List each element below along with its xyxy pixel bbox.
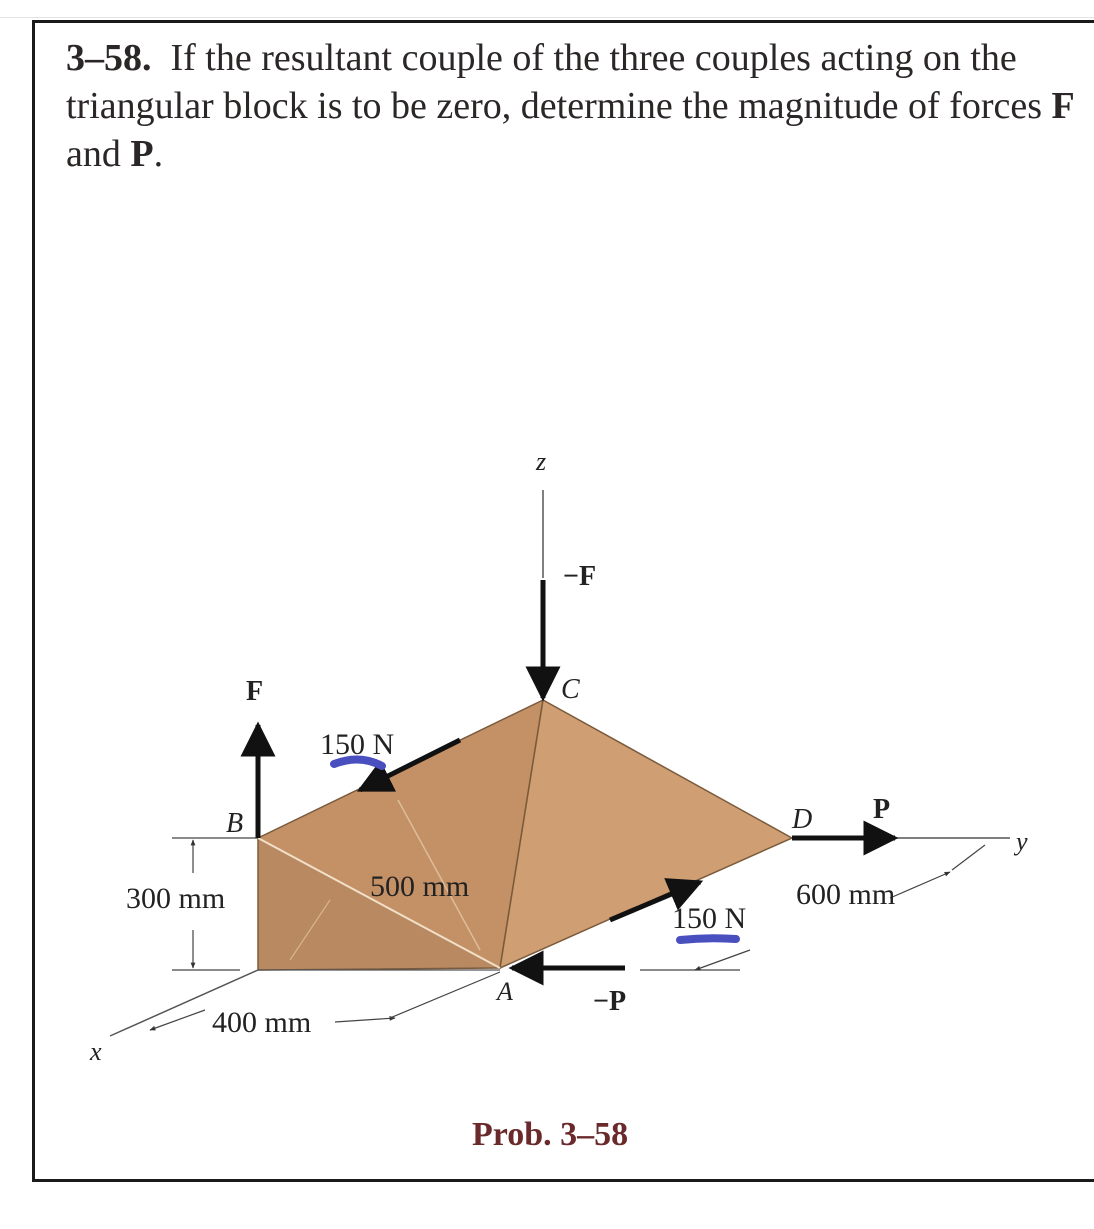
force-150-bottom-label: 150 N [672,902,747,935]
problem-text-end: . [153,133,164,175]
axis-y-label: y [1016,827,1028,856]
problem-number: 3–58. [66,37,152,79]
force-150-top-label: 150 N [320,728,395,761]
dim-600-line-top [890,872,950,898]
dim-300-label: 300 mm [126,882,226,915]
problem-force-P: P [130,133,154,175]
point-C-label: C [561,674,580,705]
dim-400-ext [390,972,500,1018]
point-D-label: D [792,804,813,835]
highlight-mark-bottom [680,938,736,940]
dim-600-label: 600 mm [796,878,896,911]
dim-600-ext-b [952,845,985,870]
problem-text: If the resultant couple of the three couples acting on the triangular block is to be zero, determine the magnitude of forces [66,37,1052,127]
dim-400-label: 400 mm [212,1006,312,1039]
dim-400-line-left [150,1010,205,1030]
problem-text-and: and [66,133,131,175]
axis-x-label: x [90,1037,102,1066]
problem-force-F: F [1051,85,1075,127]
figure-caption: Prob. 3–58 [472,1116,629,1153]
force-F-label: F [246,676,264,707]
point-B-label: B [226,808,244,839]
dim-400-line-right [335,1018,395,1022]
dim-600-line-bottom [695,950,750,970]
force-P-label: P [873,794,891,825]
force-neg-P-label: −P [593,986,627,1017]
force-neg-F-label: −F [563,561,597,592]
block-slope-face [500,700,792,968]
point-A-label: A [497,977,513,1006]
axis-z-label: z [536,447,547,476]
dim-500-label: 500 mm [370,870,470,903]
